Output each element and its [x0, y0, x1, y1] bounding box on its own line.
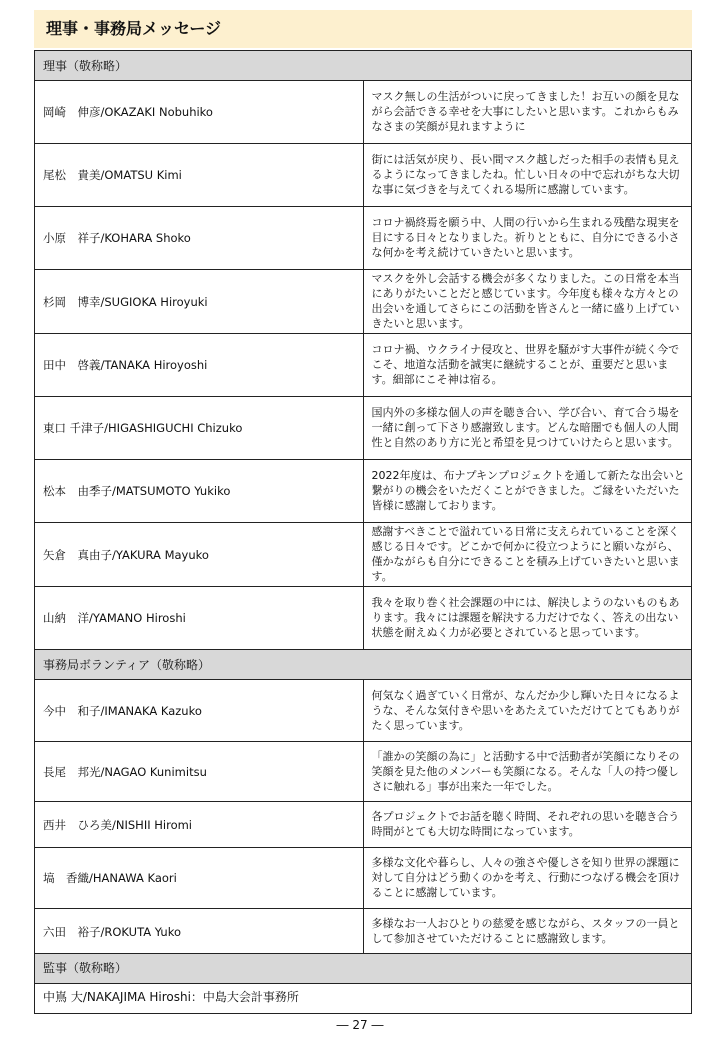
member-message: 各プロジェクトでお話を聴く時間、それぞれの思いを聴き合う時間がとても大切な時間になっています。 [363, 802, 692, 848]
member-name: 岡崎 伸彦/OKAZAKI Nobuhiko [35, 81, 364, 144]
member-name: 杉岡 博幸/SUGIOKA Hiroyuki [35, 270, 364, 334]
table-row [35, 909, 692, 955]
message-table [34, 50, 692, 955]
member-message: 多様な文化や暮らし、人々の強さや優しさを知り世界の課題に対して自分はどう動くのかを考え、行動につなげる機会を頂けることに感謝しています。 [363, 848, 692, 909]
table-row [35, 207, 692, 270]
member-name: 尾松 貴美/OMATSU Kimi [35, 144, 364, 207]
table-row [35, 270, 692, 334]
table-row [35, 523, 692, 587]
member-name: 小原 祥子/KOHARA Shoko [35, 207, 364, 270]
member-message: 2022年度は、布ナプキンプロジェクトを通して新たな出会いと繋がりの機会をいただくことができました。ご縁をいただいた皆様に感謝しております。 [363, 460, 692, 523]
table-row [35, 742, 692, 802]
directors-header: 理事（敬称略） [35, 51, 692, 81]
table-row [35, 848, 692, 909]
member-message: コロナ禍、ウクライナ侵攻と、世界を騒がす大事件が続く今でこそ、地道な活動を誠実に継続することが、重要だと思います。細部にこそ神は宿る。 [363, 334, 692, 397]
member-name: 塙 香織/HANAWA Kaori [35, 848, 364, 909]
page-number: ― 27 ― [336, 1018, 384, 1032]
member-name: 松本 由季子/MATSUMOTO Yukiko [35, 460, 364, 523]
member-message: 多様なお一人おひとりの慈愛を感じながら、スタッフの一員として参加させていただけることに感謝致します。 [363, 909, 692, 955]
member-message: 感謝すべきことで溢れている日常に支えられていることを深く感じる日々です。どこかで何かに役立つようにと願いながら、僅かながらも自分にできることを積み上げていきたいと思います。 [363, 523, 692, 587]
directors-section-header [35, 51, 692, 81]
table-row [35, 334, 692, 397]
member-message: 「誰かの笑顔の為に」と活動する中で活動者が笑顔になりその笑顔を見た他のメンバーも笑顔になる。そんな「人の持つ優しさに触れる」事が出来た一年でした。 [363, 742, 692, 802]
table-row [35, 460, 692, 523]
table-row [35, 397, 692, 460]
member-name: 山納 洋/YAMANO Hiroshi [35, 587, 364, 650]
member-message: 我々を取り巻く社会課題の中には、解決しようのないものもあります。我々には課題を解決する力だけでなく、答えの出ない状態を耐えぬく力が必要とされていると思っています。 [363, 587, 692, 650]
member-name: 東口 千津子/HIGASHIGUCHI Chizuko [35, 397, 364, 460]
volunteers-section-header [35, 650, 692, 680]
table-row [35, 587, 692, 650]
volunteers-header: 事務局ボランティア（敬称略） [35, 650, 692, 680]
member-message: 国内外の多様な個人の声を聴き合い、学び合い、育て合う場を一緒に創って下さり感謝致します。どんな暗闇でも個人の人間性と自然のあり方に光と希望を見つけていけたらと思います。 [363, 397, 692, 460]
member-name: 矢倉 真由子/YAKURA Mayuko [35, 523, 364, 587]
member-message: コロナ禍終焉を願う中、人間の行いから生まれる残酷な現実を目にする日々となりました。祈りとともに、自分にできる小さな何かを考え続けていきたいと思います。 [363, 207, 692, 270]
member-message: マスク無しの生活がついに戻ってきました！お互いの顔を見ながら会話できる幸せを大事にしたいと思います。これからもみなさまの笑顔が見れますように [363, 81, 692, 144]
table-row [35, 81, 692, 144]
table-row [35, 680, 692, 742]
auditor-section-header: 監事（敬称略） [34, 953, 692, 984]
member-name: 長尾 邦光/NAGAO Kunimitsu [35, 742, 364, 802]
table-row [35, 802, 692, 848]
table-row [35, 144, 692, 207]
member-message: 何気なく過ぎていく日常が、なんだか少し輝いた日々になるような、そんな気付きや思いをあたえていただけてとてもありがたく思っています。 [363, 680, 692, 742]
member-name: 西井 ひろ美/NISHII Hiromi [35, 802, 364, 848]
member-message: 街には活気が戻り、長い間マスク越しだった相手の表情も見えるようになってきましたね。忙しい日々の中で忘れがちな大切な事に気づきを与えてくれる場所に感謝しています。 [363, 144, 692, 207]
auditor-entry: 中嶌 大/NAKAJIMA Hiroshi：中島大会計事務所 [34, 983, 692, 1014]
member-name: 今中 和子/IMANAKA Kazuko [35, 680, 364, 742]
page-title: 理事・事務局メッセージ [34, 10, 692, 48]
member-message: マスクを外し会話する機会が多くなりました。この日常を本当にありがたいことだと感じています。今年度も様々な方々との出会いを通してさらにこの活動を皆さんと一緒に盛り上げていきたいと思います。 [363, 270, 692, 334]
member-name: 田中 啓義/TANAKA Hiroyoshi [35, 334, 364, 397]
member-name: 六田 裕子/ROKUTA Yuko [35, 909, 364, 955]
